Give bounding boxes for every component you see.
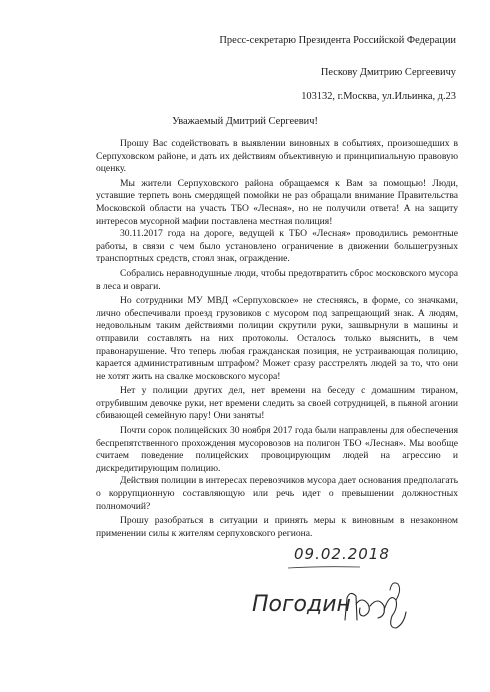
greeting: Уважаемый Дмитрий Сергеевич! [172,116,318,127]
paragraph: Но сотрудники МУ МВД «Серпуховское» не стесняясь, в форме, со значками, лично обеспечивали проезд грузовиков с мусором под запрещающий знак. А людям, недовольным таким действиями полиции скрутили руки, зашвырнули в машины и отправили составлять на них протоколы. Осталось только выяснить, в чем правонарушение. Что теперь любая гражданская позиция, не устраивающая полицию, карается административным штрафом? Может сразу расстрелять людей за то, что они не хотят жить на свалке московского мусора! [96,295,458,382]
recipient-title: Пресс-секретарю Президента Российской Федерации [219,35,456,46]
paragraph: Прошу разобраться в ситуации и принять меры к виновным в незаконном применении силы к жителям серпуховского региона. [96,515,458,539]
paragraph: Действия полиции в интересах перевозчиков мусора дает основания предполагать о коррупционную составляющую или речь идет о превышении должностных полномочий? [96,475,458,512]
letter-body [96,138,458,540]
handwritten-date: 09.02.2018 [294,545,390,563]
handwritten-name: Погодин [252,592,351,617]
paragraph: Нет у полиции других дел, нет времени на беседу с домашним тираном, отрубившим девочке руки, нет времени следить за своей сотрудницей, в пьяной агонии сбивающей семейную пару! Они заняты! [96,385,458,422]
recipient-address: 103132, г.Москва, ул.Ильинка, д.23 [301,91,456,102]
recipient-name: Пескову Дмитрию Сергеевичу [320,67,456,78]
paragraph: Прошу Вас содействовать в выявлении виновных в событиях, произошедших в Серпуховском районе, и дать их действиям объективную и принципиальную правовую оценку. [96,138,458,175]
paragraph: 30.11.2017 года на дороге, ведущей к ТБО «Лесная» проводились ремонтные работы, в связи с чем было установлено ограничение в движении большегрузных транспортных средств, стоял знак, ограждение. [96,228,458,265]
paragraph: Мы жители Серпуховского района обращаемся к Вам за помощью! Люди, уставшие терпеть вонь смердящей помойки не раз обращали внимание Правительства Московской области на участь ТБО «Лесная», но не получили ответа! А на защиту интересов мусорной мафии поставлена местная полиция! [96,177,458,227]
paragraph: Почти сорок полицейских 30 ноября 2017 года были направлены для обеспечения беспрепятственного прохождения мусоровозов на полигон ТБО «Лесная». Мы вообще считаем поведение полицейских провоцирующим людей на агрессию и дискредитирующим полицию. [96,425,458,474]
paragraph: Собралиcь неравнодушные люди, чтобы предотвратить сброс московского мусора в леса и овраги. [96,267,458,292]
